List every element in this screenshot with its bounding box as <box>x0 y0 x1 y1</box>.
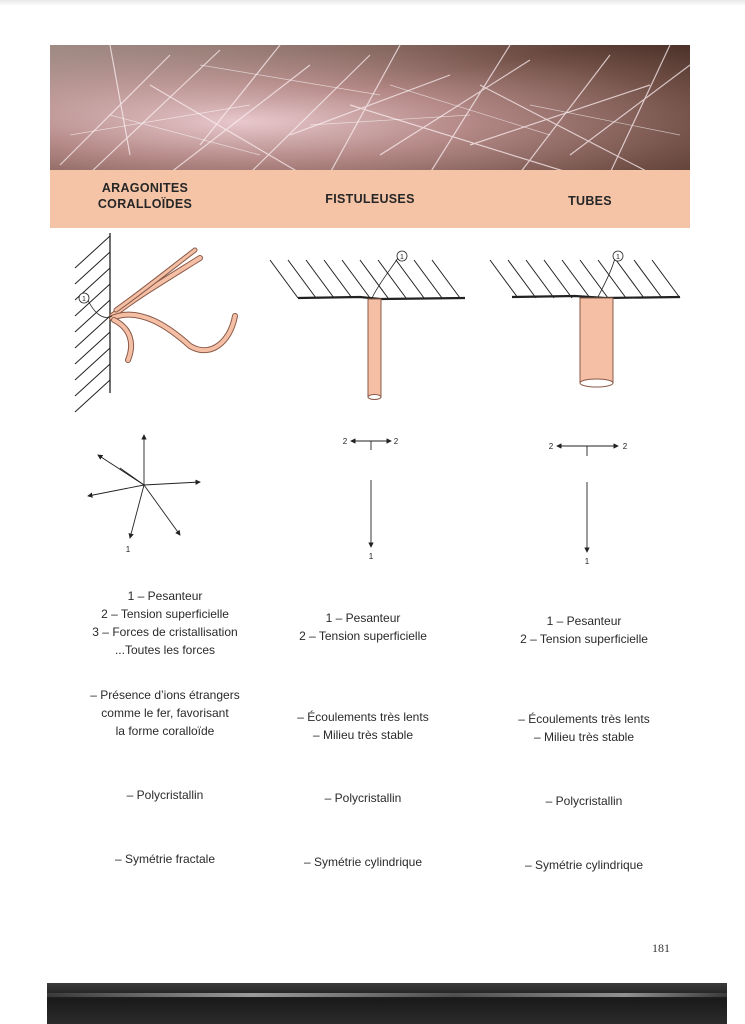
leader-line <box>87 298 112 317</box>
crystal-needles-illustration <box>50 45 690 173</box>
strip-highlight <box>47 993 727 997</box>
ceiling-hatching <box>270 260 460 298</box>
page-number: 181 <box>652 941 670 955</box>
leader-line <box>372 258 398 298</box>
coralloid-crystal <box>112 250 235 360</box>
condition-line: comme le fer, favorisant <box>101 706 229 720</box>
straw-stalactite <box>368 299 381 397</box>
force-label-2: 2 <box>548 442 554 451</box>
tube-tip <box>580 379 613 387</box>
force-item: 2 – Tension superficielle <box>520 632 648 646</box>
forces-diagram-tube <box>544 434 634 569</box>
force-vectors <box>351 441 391 547</box>
header-line: ARAGONITES <box>101 181 189 195</box>
symmetry-aragonite: – Symétrie fractale <box>114 852 216 866</box>
force-vectors <box>88 435 200 538</box>
circled-one-label: 1 <box>82 296 86 303</box>
condition-line: – Écoulements très lents <box>518 712 650 726</box>
structure-fistuleuse: – Polycristallin <box>324 791 402 805</box>
fistuleuse-diagram <box>260 240 480 410</box>
header-line: TUBES <box>568 194 612 208</box>
condition-line: – Présence d’ions étrangers <box>90 688 240 702</box>
force-item: 3 – Forces de cristallisation <box>92 625 238 639</box>
condition-line: – Écoulements très lents <box>297 710 429 724</box>
straw-tip <box>368 395 381 400</box>
forces-list-fistuleuse <box>258 609 468 645</box>
condition-line: – Milieu très stable <box>312 728 414 742</box>
forces-list-aragonite <box>50 587 280 659</box>
column-header-fistuleuses <box>300 191 440 207</box>
force-item: ...Toutes les forces <box>114 643 216 657</box>
tube-stalactite <box>580 298 613 383</box>
force-label-2: 2 <box>342 437 348 446</box>
ceiling-hatching <box>490 260 680 298</box>
circled-one-label: 1 <box>616 254 620 261</box>
wall-hatching <box>75 236 110 412</box>
force-label-2: 2 <box>622 442 628 451</box>
structure-tube: – Polycristallin <box>545 794 623 808</box>
symmetry-tube: – Symétrie cylindrique <box>524 858 644 872</box>
conditions-tube <box>478 710 690 746</box>
force-item: 2 – Tension superficielle <box>101 607 229 621</box>
bottom-photo-strip <box>47 983 727 1024</box>
conditions-aragonite <box>50 686 280 740</box>
force-label-2: 2 <box>393 437 399 446</box>
condition-line: – Milieu très stable <box>533 730 635 744</box>
scan-edge <box>0 0 745 6</box>
header-line: FISTULEUSES <box>325 192 415 206</box>
crystal-photo-banner <box>50 45 690 173</box>
circled-one-label: 1 <box>400 254 404 261</box>
force-label-1: 1 <box>368 552 374 561</box>
force-item: 1 – Pesanteur <box>546 614 622 628</box>
force-item: 2 – Tension superficielle <box>299 629 427 643</box>
column-header-aragonites <box>80 180 210 212</box>
tube-diagram <box>480 240 700 410</box>
force-vectors <box>557 446 618 552</box>
column-header-tubes <box>530 193 650 209</box>
forces-diagram-aragonite <box>80 430 210 560</box>
force-label-1: 1 <box>584 557 590 566</box>
force-label-1: 1 <box>125 545 131 554</box>
structure-aragonite: – Polycristallin <box>126 788 204 802</box>
conditions-fistuleuse <box>258 708 468 744</box>
header-line: CORALLOÏDES <box>97 197 193 211</box>
symmetry-fistuleuse: – Symétrie cylindrique <box>303 855 423 869</box>
condition-line: la forme coralloïde <box>115 724 215 738</box>
forces-list-tube <box>478 612 690 648</box>
aragonite-coralloid-diagram <box>60 228 250 423</box>
force-item: 1 – Pesanteur <box>325 611 401 625</box>
force-item: 1 – Pesanteur <box>127 589 203 603</box>
forces-diagram-fistuleuse <box>330 430 420 565</box>
